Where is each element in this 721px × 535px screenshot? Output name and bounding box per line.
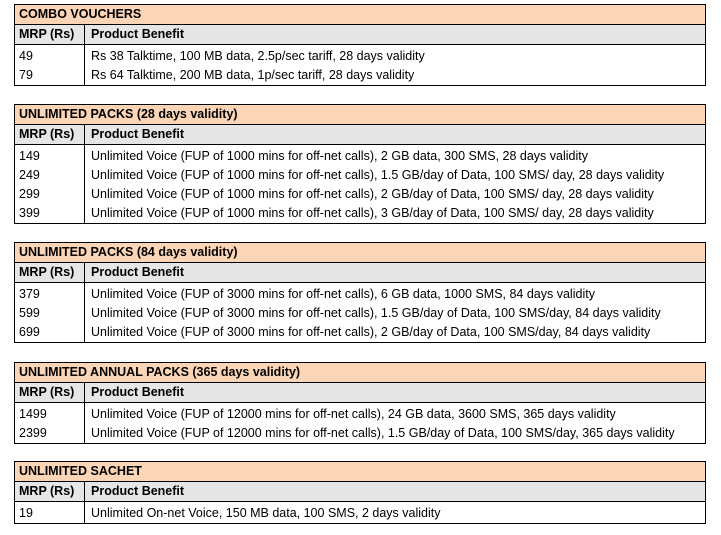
- benefit-cell: Rs 38 Talktime, 100 MB data, 2.5p/sec tariff, 28 days validity: [91, 49, 425, 63]
- benefit-column-header: Product Benefit: [91, 127, 185, 141]
- mrp-cell: 379: [19, 287, 40, 301]
- mrp-cell: 149: [19, 149, 40, 163]
- table-header-row: [15, 482, 705, 502]
- benefit-cell: Unlimited Voice (FUP of 3000 mins for off-net calls), 1.5 GB/day of Data, 100 SMS/day, 84 days validity: [91, 306, 661, 320]
- mrp-column-header: MRP (Rs): [15, 383, 85, 402]
- mrp-cell: 19: [19, 506, 33, 520]
- benefit-cell: Rs 64 Talktime, 200 MB data, 1p/sec tariff, 28 days validity: [91, 68, 415, 82]
- mrp-cell: 399: [19, 206, 40, 220]
- mrp-column-header: MRP (Rs): [15, 125, 85, 144]
- unlimited-sachet-table: [14, 461, 706, 524]
- table-title: UNLIMITED ANNUAL PACKS (365 days validity): [15, 363, 705, 383]
- mrp-cell: 79: [19, 68, 33, 82]
- table-header-row: [15, 125, 705, 145]
- mrp-column-header: MRP (Rs): [15, 25, 85, 44]
- mrp-column-header: MRP (Rs): [15, 482, 85, 501]
- table-body: [15, 502, 705, 523]
- benefit-cell: Unlimited Voice (FUP of 12000 mins for off-net calls), 24 GB data, 3600 SMS, 365 days validity: [91, 407, 616, 421]
- mrp-cell: 599: [19, 306, 40, 320]
- table-title: UNLIMITED PACKS (28 days validity): [15, 105, 705, 125]
- table-header-row: [15, 383, 705, 403]
- unlimited-28-days-table: [14, 104, 706, 224]
- mrp-cell: 299: [19, 187, 40, 201]
- table-body: [15, 403, 705, 443]
- table-title: UNLIMITED PACKS (84 days validity): [15, 243, 705, 263]
- benefit-column-header: Product Benefit: [91, 27, 185, 41]
- table-body: [15, 45, 705, 85]
- benefit-cell: Unlimited Voice (FUP of 1000 mins for off-net calls), 2 GB data, 300 SMS, 28 days validity: [91, 149, 588, 163]
- unlimited-84-days-table: [14, 242, 706, 343]
- benefit-cell: Unlimited Voice (FUP of 1000 mins for off-net calls), 1.5 GB/day of Data, 100 SMS/ day, 28 days validity: [91, 168, 665, 182]
- mrp-cell: 1499: [19, 407, 47, 421]
- benefit-cell: Unlimited Voice (FUP of 12000 mins for off-net calls), 1.5 GB/day of Data, 100 SMS/day, 365 days validity: [91, 426, 675, 440]
- table-header-row: [15, 263, 705, 283]
- table-header-row: [15, 25, 705, 45]
- benefit-cell: Unlimited Voice (FUP of 3000 mins for off-net calls), 6 GB data, 1000 SMS, 84 days validity: [91, 287, 595, 301]
- mrp-cell: 249: [19, 168, 40, 182]
- benefit-cell: Unlimited Voice (FUP of 3000 mins for off-net calls), 2 GB/day of Data, 100 SMS/day, 84 days validity: [91, 325, 651, 339]
- benefit-column-header: Product Benefit: [91, 484, 185, 498]
- benefit-column-header: Product Benefit: [91, 385, 185, 399]
- mrp-cell: 49: [19, 49, 33, 63]
- benefit-column-header: Product Benefit: [91, 265, 185, 279]
- table-title: UNLIMITED SACHET: [15, 462, 705, 482]
- mrp-cell: 699: [19, 325, 40, 339]
- mrp-cell: 2399: [19, 426, 47, 440]
- unlimited-annual-table: [14, 362, 706, 444]
- mrp-column-header: MRP (Rs): [15, 263, 85, 282]
- benefit-cell: Unlimited Voice (FUP of 1000 mins for off-net calls), 3 GB/day of Data, 100 SMS/ day, 28 days validity: [91, 206, 654, 220]
- combo-vouchers-table: [14, 4, 706, 86]
- table-body: [15, 283, 705, 342]
- table-body: [15, 145, 705, 223]
- benefit-cell: Unlimited Voice (FUP of 1000 mins for off-net calls), 2 GB/day of Data, 100 SMS/ day, 28 days validity: [91, 187, 654, 201]
- table-title: COMBO VOUCHERS: [15, 5, 705, 25]
- benefit-cell: Unlimited On-net Voice, 150 MB data, 100 SMS, 2 days validity: [91, 506, 441, 520]
